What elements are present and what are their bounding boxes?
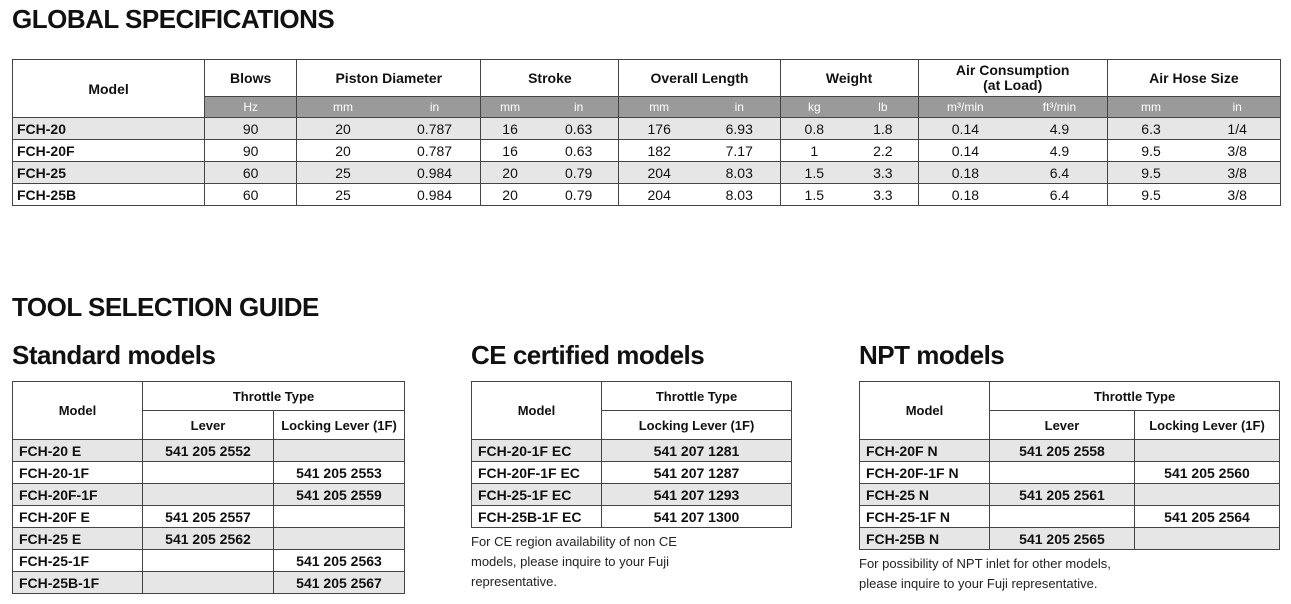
table-cell: 0.984 xyxy=(417,186,453,203)
table-cell: 541 207 1281 xyxy=(602,440,792,462)
standard-header-lever: Lever xyxy=(190,417,226,433)
table-cell: 6.3 xyxy=(1107,118,1194,140)
table-row xyxy=(860,440,1280,462)
air-consumption-line1: Air Consumption xyxy=(955,62,1070,78)
global-specifications-table xyxy=(12,59,1281,206)
table-cell xyxy=(274,528,405,550)
model-cell: FCH-25-1F xyxy=(13,550,143,572)
table-cell xyxy=(1135,484,1280,506)
table-cell: 6.4 xyxy=(1049,186,1070,203)
table-row xyxy=(13,572,405,594)
table-cell: 1.8 xyxy=(848,118,918,140)
table-cell: 60 xyxy=(205,184,297,206)
model-cell: FCH-25-1F EC xyxy=(472,484,602,506)
unit-cell: ft³/min xyxy=(1012,97,1107,118)
table-cell: 204 xyxy=(619,184,699,206)
table-row xyxy=(13,506,405,528)
npt-table-body xyxy=(860,440,1280,550)
npt-models-title: NPT models xyxy=(859,340,1005,370)
table-row xyxy=(472,440,792,462)
table-cell: 1.5 xyxy=(780,162,848,184)
table-cell: 1/4 xyxy=(1194,118,1280,140)
npt-note-line: please inquire to your Fuji representative. xyxy=(859,576,1098,591)
table-row xyxy=(13,550,405,572)
table-cell: 1.5 xyxy=(780,184,848,206)
table-cell xyxy=(274,440,405,462)
npt-models-table xyxy=(859,381,1280,550)
table-cell: 541 205 2553 xyxy=(274,462,405,484)
table-cell: 3/8 xyxy=(1227,142,1247,159)
table-cell xyxy=(143,462,274,484)
table-cell: 7.17 xyxy=(725,142,753,159)
table-cell: 541 207 1287 xyxy=(653,464,740,481)
table-cell: 176 xyxy=(619,118,699,140)
spec-header-stroke: Stroke xyxy=(481,60,619,97)
table-cell: 20 xyxy=(481,184,539,206)
table-cell: 0.63 xyxy=(539,118,619,140)
table-cell: 541 205 2558 xyxy=(990,440,1135,462)
model-cell: FCH-20F-1F N xyxy=(860,462,990,484)
spec-header-piston-diameter: Piston Diameter xyxy=(297,60,481,97)
model-cell: FCH-25B-1F xyxy=(13,572,143,594)
table-cell: 0.79 xyxy=(565,186,593,203)
table-row xyxy=(13,162,1281,184)
ce-models-table xyxy=(471,381,792,528)
table-cell xyxy=(990,506,1135,528)
table-row xyxy=(472,506,792,528)
unit-cell: kg xyxy=(780,97,848,118)
table-cell: 0.14 xyxy=(918,118,1012,140)
unit-cell: in xyxy=(389,97,481,118)
model-cell: FCH-20F-1F EC xyxy=(472,462,602,484)
table-cell xyxy=(1135,440,1280,462)
table-cell: 182 xyxy=(619,140,699,162)
table-cell: 3/8 xyxy=(1227,186,1247,203)
table-cell: 25 xyxy=(297,162,389,184)
model-cell: FCH-25-1F N xyxy=(860,506,990,528)
ce-table-body xyxy=(472,440,792,528)
standard-header-locking-lever: Locking Lever (1F) xyxy=(274,411,405,440)
table-cell: 541 205 2557 xyxy=(165,508,251,525)
table-cell: 9.5 xyxy=(1107,184,1194,206)
npt-note xyxy=(859,554,1111,594)
table-cell: 4.9 xyxy=(1012,118,1107,140)
table-cell: 16 xyxy=(481,118,539,140)
model-cell: FCH-25 E xyxy=(13,528,143,550)
ce-note xyxy=(471,532,677,592)
table-cell: 16 xyxy=(481,140,539,162)
table-cell: 8.03 xyxy=(699,162,780,184)
table-cell: 3.3 xyxy=(848,162,918,184)
npt-header-model: Model xyxy=(860,382,990,440)
spec-header-overall-length: Overall Length xyxy=(619,60,780,97)
model-cell: FCH-20F E xyxy=(13,506,143,528)
table-cell: 204 xyxy=(619,162,699,184)
table-cell xyxy=(1135,528,1280,550)
unit-cell: in xyxy=(699,97,780,118)
table-row xyxy=(13,528,405,550)
table-cell: 541 207 1293 xyxy=(602,484,792,506)
table-cell xyxy=(143,484,274,506)
model-cell: FCH-25B xyxy=(17,186,77,203)
model-cell: FCH-20 xyxy=(13,118,205,140)
model-cell: FCH-20F-1F xyxy=(13,484,143,506)
table-cell: 6.93 xyxy=(699,118,780,140)
ce-header-throttle: Throttle Type xyxy=(602,382,792,411)
model-cell: FCH-25 N xyxy=(860,484,990,506)
ce-header-locking-lever: Locking Lever (1F) xyxy=(638,417,755,433)
table-cell: 1 xyxy=(780,140,848,162)
unit-cell: in xyxy=(1194,97,1280,118)
table-row xyxy=(13,140,1281,162)
spec-header-model: Model xyxy=(88,80,129,97)
model-cell: FCH-25B-1F EC xyxy=(472,506,602,528)
ce-note-line: representative. xyxy=(471,574,557,589)
spec-header-air-hose-size: Air Hose Size xyxy=(1107,60,1280,97)
table-cell: 541 205 2552 xyxy=(143,440,274,462)
table-cell: 9.5 xyxy=(1107,140,1194,162)
npt-note-line: For possibility of NPT inlet for other models, xyxy=(859,556,1111,571)
npt-header-lever: Lever xyxy=(1044,417,1080,433)
table-row xyxy=(472,484,792,506)
model-cell: FCH-20-1F xyxy=(13,462,143,484)
table-cell: 541 205 2565 xyxy=(990,528,1135,550)
table-cell: 3.3 xyxy=(873,186,893,203)
table-cell: 0.18 xyxy=(918,184,1012,206)
table-row xyxy=(860,506,1280,528)
table-cell: 20 xyxy=(297,118,389,140)
table-cell: 8.03 xyxy=(725,186,753,203)
table-cell: 90 xyxy=(205,118,297,140)
unit-cell: mm xyxy=(619,97,699,118)
unit-cell: mm xyxy=(481,97,539,118)
spec-header-row xyxy=(13,60,1281,97)
table-cell: 541 205 2562 xyxy=(143,528,274,550)
table-cell xyxy=(143,550,274,572)
ce-note-line: models, please inquire to your Fuji xyxy=(471,554,669,569)
table-cell: 0.14 xyxy=(918,140,1012,162)
ce-note-line: For CE region availability of non CE xyxy=(471,534,677,549)
global-specifications-title: GLOBAL SPECIFICATIONS xyxy=(12,4,335,34)
model-cell: FCH-25B N xyxy=(860,528,990,550)
table-cell: 25 xyxy=(297,184,389,206)
model-cell: FCH-20F xyxy=(17,142,75,159)
table-cell xyxy=(143,572,274,594)
air-consumption-line2: (at Load) xyxy=(983,77,1043,93)
table-cell: 0.8 xyxy=(780,118,848,140)
model-cell: FCH-20F N xyxy=(860,440,990,462)
model-cell: FCH-25 xyxy=(13,162,205,184)
npt-header-locking-lever: Locking Lever (1F) xyxy=(1135,411,1280,440)
unit-cell: in xyxy=(539,97,619,118)
ce-header-model: Model xyxy=(472,382,602,440)
ce-models-title: CE certified models xyxy=(471,340,705,370)
table-cell: 2.2 xyxy=(873,142,893,159)
model-cell: FCH-20-1F EC xyxy=(472,440,602,462)
table-cell: 541 207 1300 xyxy=(653,508,740,525)
table-cell: 541 205 2561 xyxy=(990,484,1135,506)
table-row xyxy=(13,184,1281,206)
standard-table-body xyxy=(13,440,405,594)
unit-cell: m³/min xyxy=(918,97,1012,118)
unit-cell: Hz xyxy=(205,97,297,118)
table-row xyxy=(860,528,1280,550)
table-cell: 0.787 xyxy=(389,118,481,140)
table-cell: 60 xyxy=(205,162,297,184)
table-cell: 90 xyxy=(205,140,297,162)
table-cell: 3/8 xyxy=(1194,162,1280,184)
table-cell: 541 205 2560 xyxy=(1135,462,1280,484)
table-cell: 0.984 xyxy=(389,162,481,184)
standard-header-model: Model xyxy=(13,382,143,440)
table-row xyxy=(13,118,1281,140)
table-cell: 6.4 xyxy=(1012,162,1107,184)
table-cell: 4.9 xyxy=(1049,142,1070,159)
table-cell: 20 xyxy=(481,162,539,184)
table-cell: 541 205 2564 xyxy=(1135,506,1280,528)
spec-header-air-consumption xyxy=(918,60,1107,97)
standard-header-throttle: Throttle Type xyxy=(143,382,405,411)
table-row xyxy=(472,462,792,484)
table-row xyxy=(13,440,405,462)
table-cell: 0.79 xyxy=(539,162,619,184)
spec-header-weight: Weight xyxy=(780,60,918,97)
table-cell: 20 xyxy=(297,140,389,162)
standard-models-table xyxy=(12,381,405,594)
spec-table-body xyxy=(13,118,1281,206)
unit-cell: mm xyxy=(297,97,389,118)
table-cell xyxy=(274,506,405,528)
table-row xyxy=(860,462,1280,484)
table-cell: 0.63 xyxy=(565,142,593,159)
standard-models-title: Standard models xyxy=(12,340,216,370)
unit-cell: lb xyxy=(848,97,918,118)
table-cell: 0.18 xyxy=(918,162,1012,184)
table-cell: 0.787 xyxy=(417,142,453,159)
table-cell: 9.5 xyxy=(1107,162,1194,184)
table-cell: 541 205 2563 xyxy=(274,550,405,572)
npt-header-throttle: Throttle Type xyxy=(990,382,1280,411)
model-cell: FCH-20 E xyxy=(13,440,143,462)
unit-cell: mm xyxy=(1107,97,1194,118)
table-row xyxy=(13,484,405,506)
table-cell: 541 205 2567 xyxy=(274,572,405,594)
table-row xyxy=(860,484,1280,506)
tool-selection-title: TOOL SELECTION GUIDE xyxy=(12,292,319,322)
table-row xyxy=(13,462,405,484)
spec-header-blows: Blows xyxy=(205,60,297,97)
table-cell: 541 205 2559 xyxy=(274,484,405,506)
table-cell xyxy=(990,462,1135,484)
